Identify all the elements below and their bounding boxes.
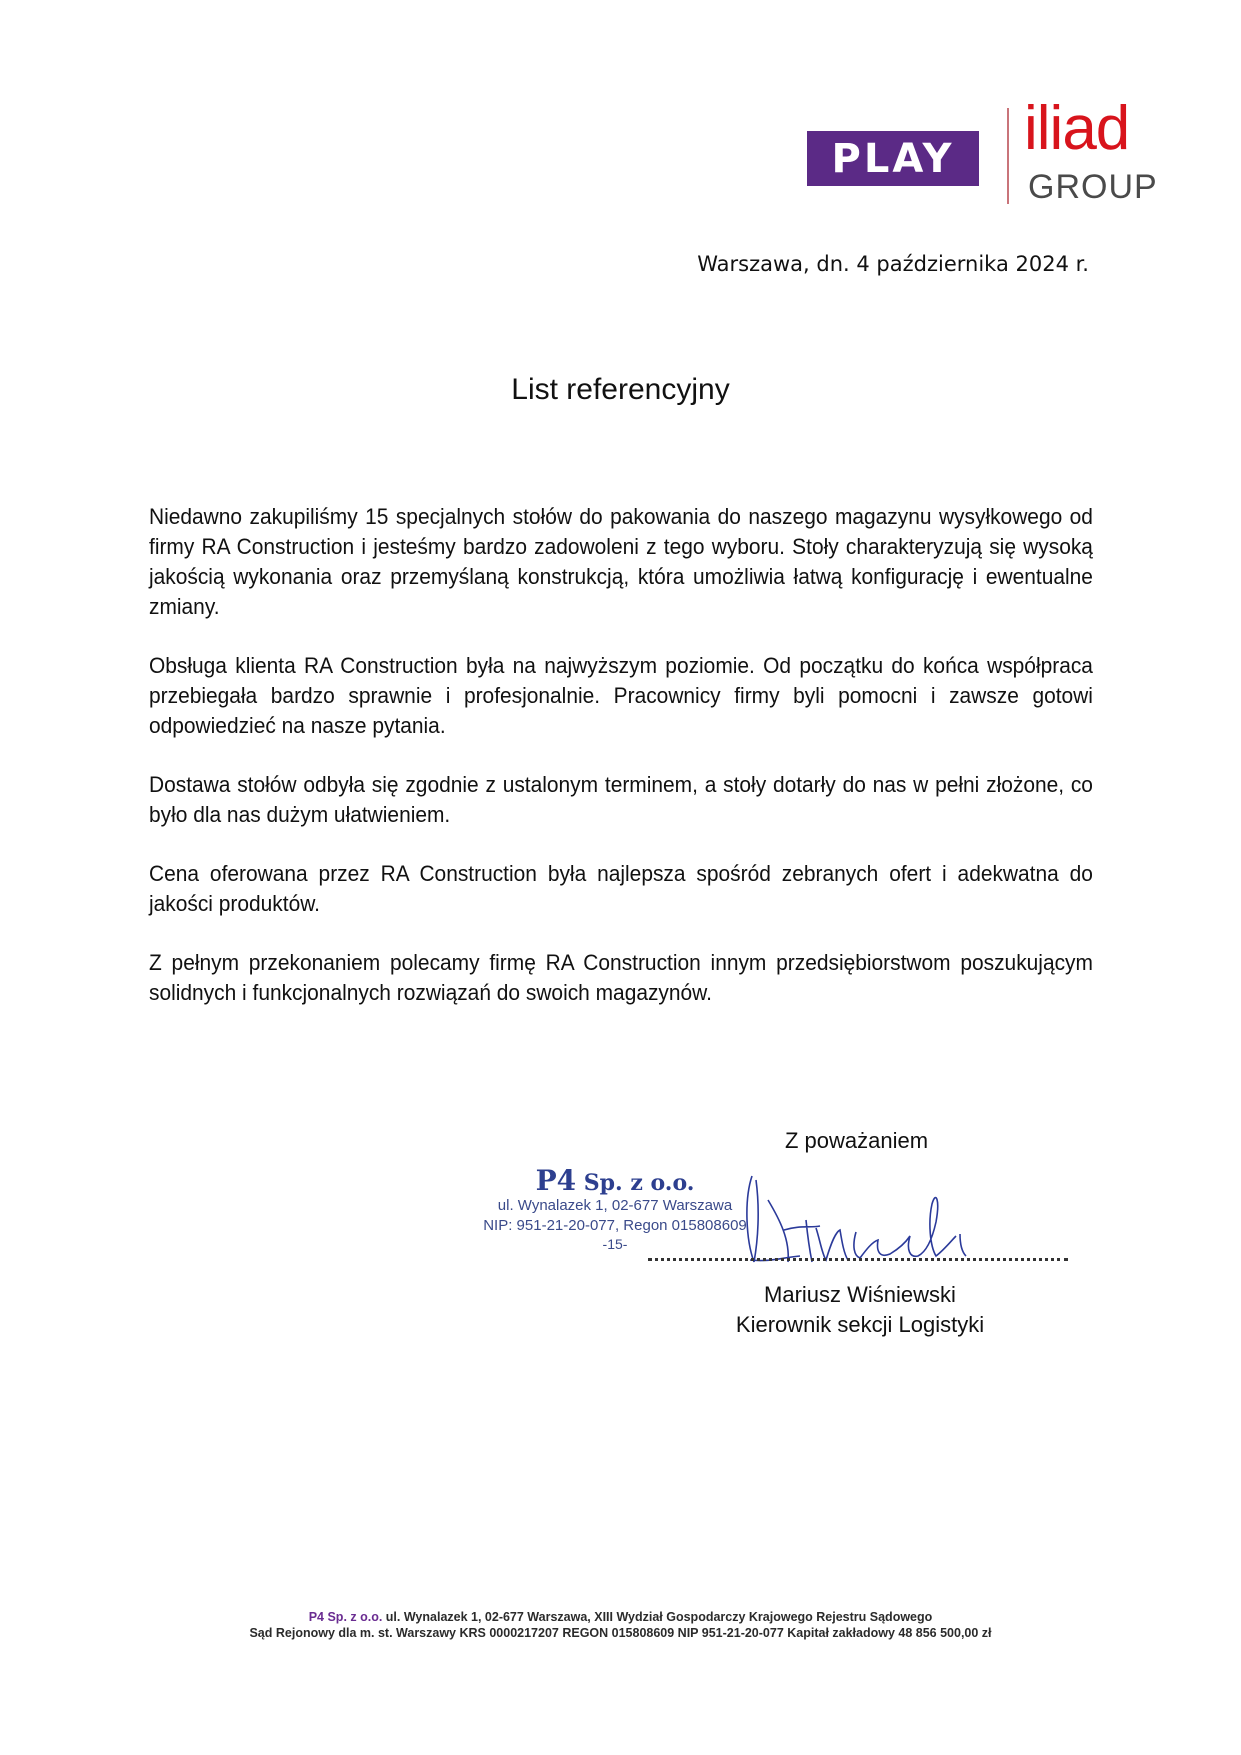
stamp-company bbox=[480, 1164, 750, 1197]
body-paragraph: Z pełnym przekonaniem polecamy firmę RA Construction innym przedsiębiorstwom poszukującym solidnych i funkcjonalnych rozwiązań do swoich magazynów. bbox=[149, 950, 1093, 1005]
footer-line-1 bbox=[0, 1609, 1241, 1625]
body-paragraph: Niedawno zakupiliśmy 15 specjalnych stołów do pakowania do naszego magazynu wysyłkowego od firmy RA Construction i jesteśmy bardzo zadowoleni z tego wyboru. Stoły charakteryzują się wysoką jakością wykonania oraz przemyślaną konstrukcją, która umożliwia łatwą konfigurację i ewentualne zmiany. bbox=[149, 504, 1093, 619]
stamp-company-rest: Sp. z o.o. bbox=[583, 1170, 695, 1196]
body-paragraph: Dostawa stołów odbyła się zgodnie z ustalonym terminem, a stoły dotarły do nas w pełni złożone, co było dla nas dużym ułatwieniem. bbox=[149, 772, 1093, 827]
body-paragraph: Obsługa klienta RA Construction była na najwyższym poziomie. Od początku do końca współpraca przebiegała bardzo sprawnie i profesjonalnie. Pracownicy firmy byli pomocni i zawsze gotowi odpowiedzieć na nasze pytania. bbox=[149, 653, 1093, 738]
stamp-company-big: P4 bbox=[535, 1164, 577, 1197]
footer-line-2: Sąd Rejonowy dla m. st. Warszawy KRS 0000217207 REGON 015808609 NIP 951-21-20-077 Kapitał zakładowy 48 856 500,00 zł bbox=[249, 1626, 992, 1640]
play-logo bbox=[807, 131, 979, 186]
play-logo-text: PLAY bbox=[831, 135, 955, 182]
page-footer bbox=[0, 1609, 1241, 1641]
closing-salutation: Z poważaniem bbox=[785, 1128, 929, 1153]
stamp-address: ul. Wynalazek 1, 02-677 Warszawa bbox=[497, 1197, 733, 1214]
iliad-logo-text: iliad bbox=[1024, 94, 1130, 163]
letter-title: List referencyjny bbox=[511, 373, 730, 406]
signature-dotted-line bbox=[648, 1254, 1068, 1261]
body-paragraph: Cena oferowana przez RA Construction była najlepsza spośród zebranych ofert i adekwatna do jakości produktów. bbox=[149, 861, 1093, 916]
stamp-ids: NIP: 951-21-20-077, Regon 015808609 bbox=[483, 1217, 747, 1234]
company-stamp bbox=[480, 1164, 750, 1252]
letter-body bbox=[149, 502, 1093, 1037]
signer-name: Mariusz Wiśniewski bbox=[764, 1282, 956, 1307]
group-logo-text: GROUP bbox=[1028, 168, 1158, 206]
footer-line-1-text: ul. Wynalazek 1, 02-677 Warszawa, XIII Wydział Gospodarczy Krajowego Rejestru Sądowego bbox=[382, 1610, 933, 1624]
stamp-number: -15- bbox=[602, 1236, 628, 1252]
signer-role: Kierownik sekcji Logistyki bbox=[735, 1312, 985, 1337]
footer-brand: P4 Sp. z o.o. bbox=[308, 1610, 383, 1624]
logo-divider bbox=[1007, 108, 1009, 204]
letter-date: Warszawa, dn. 4 października 2024 r. bbox=[697, 252, 1089, 276]
